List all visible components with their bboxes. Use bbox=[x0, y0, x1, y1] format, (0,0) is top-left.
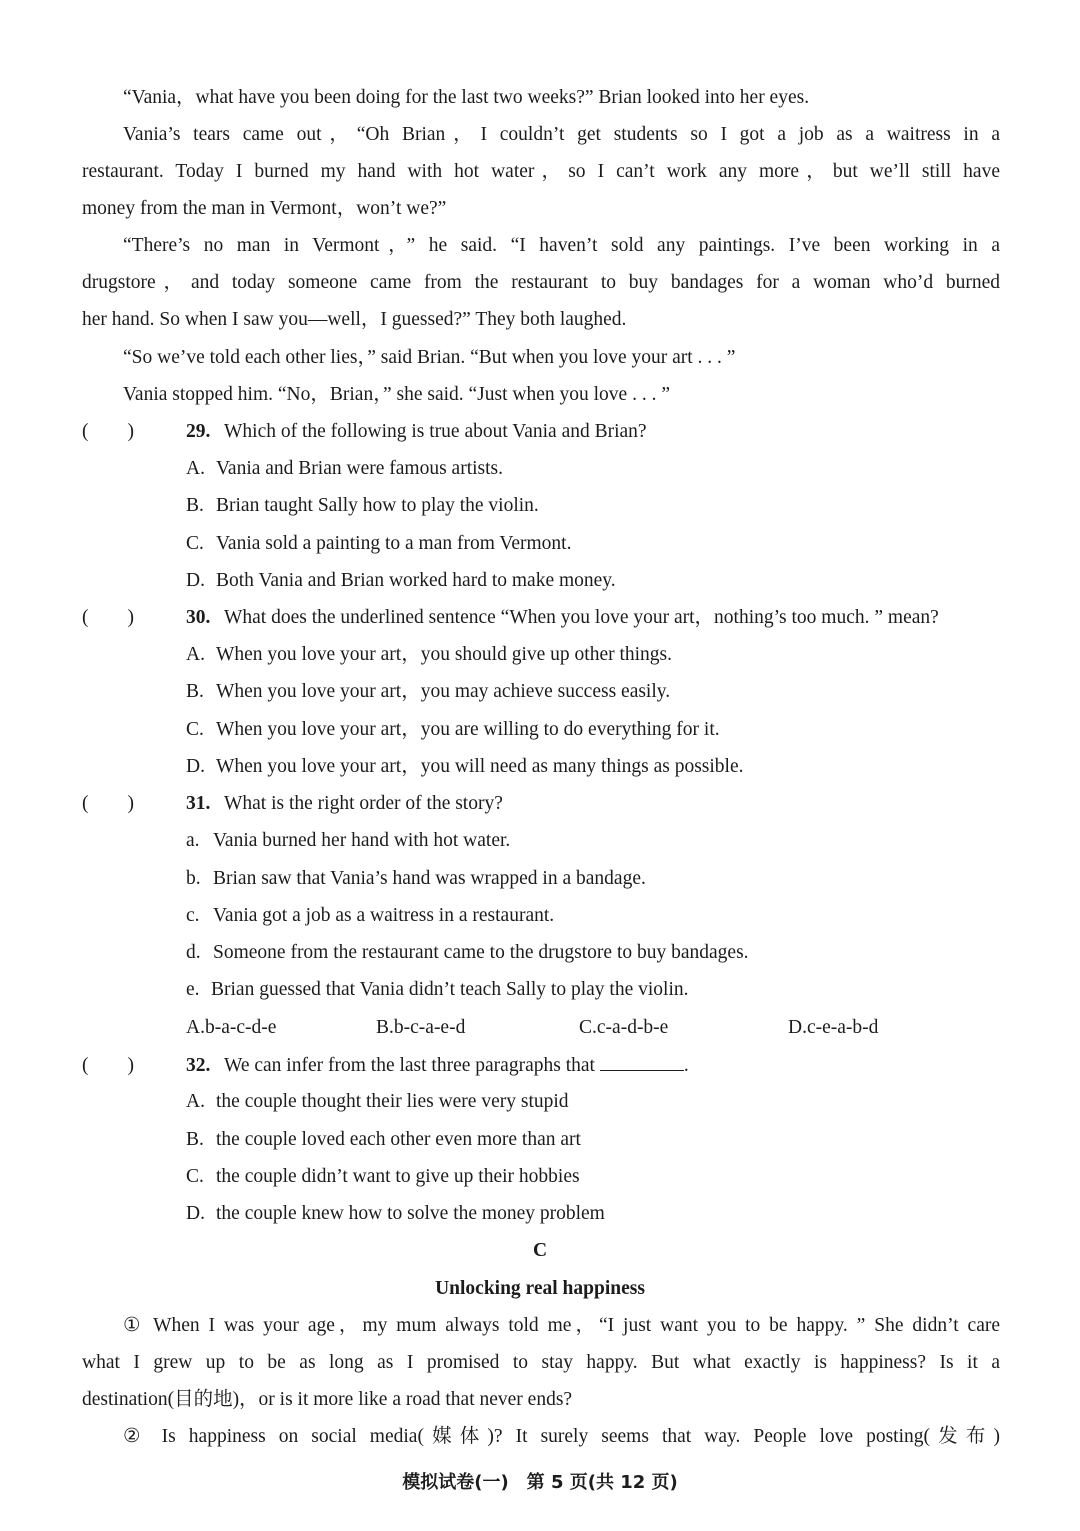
option-text: the couple knew how to solve the money problem bbox=[216, 1203, 605, 1224]
option-29-d bbox=[186, 568, 616, 594]
answer-bracket[interactable]: ( ) bbox=[82, 793, 134, 814]
question-29 bbox=[82, 419, 1000, 445]
event-letter: c. bbox=[186, 905, 200, 926]
option-letter: D. bbox=[186, 1203, 205, 1224]
question-32 bbox=[82, 1052, 1000, 1079]
event-text: Someone from the restaurant came to the drugstore to buy bandages. bbox=[213, 942, 749, 963]
option-letter: B. bbox=[186, 681, 204, 702]
option-text: b-c-a-e-d bbox=[393, 1017, 466, 1038]
option-letter: C. bbox=[186, 533, 204, 554]
option-30-b bbox=[186, 679, 670, 705]
event-text: Vania burned her hand with hot water. bbox=[213, 830, 511, 851]
event-letter: a. bbox=[186, 830, 200, 851]
page-footer: 模拟试卷(一) 第 5 页(共 12 页) bbox=[402, 1472, 678, 1493]
section-letter: C bbox=[532, 1240, 548, 1261]
option-text: the couple didn’t want to give up their hobbies bbox=[216, 1166, 580, 1187]
option-29-c bbox=[186, 531, 571, 557]
option-letter: A. bbox=[186, 1017, 205, 1038]
event-letter: d. bbox=[186, 942, 201, 963]
passage-b-line-5: “There’s no man in Vermont，” he said. “I haven’t sold any paintings. I’ve been working in a bbox=[123, 235, 1000, 256]
passage-title: Unlocking real happiness bbox=[435, 1278, 645, 1299]
option-letter: C. bbox=[186, 1166, 204, 1187]
option-31-a bbox=[186, 1015, 276, 1041]
question-number: 29. bbox=[186, 421, 211, 442]
passage-b-line-1: “Vania，what have you been doing for the last two weeks?” Brian looked into her eyes. bbox=[123, 87, 810, 108]
option-letter: B. bbox=[376, 1017, 394, 1038]
passage-b-line-6: drugstore，and today someone came from the restaurant to buy bandages for a woman who’d burned bbox=[82, 272, 1000, 293]
option-30-a bbox=[186, 642, 672, 668]
option-letter: B. bbox=[186, 495, 204, 516]
option-29-b bbox=[186, 493, 539, 519]
passage-c-line-3: destination(目的地)，or is it more like a road that never ends? bbox=[82, 1389, 573, 1410]
question-number: 30. bbox=[186, 607, 211, 628]
option-32-c bbox=[186, 1164, 580, 1190]
option-text: b-a-c-d-e bbox=[204, 1017, 277, 1038]
option-letter: D. bbox=[186, 756, 205, 777]
question-stem: What is the right order of the story? bbox=[224, 793, 503, 814]
option-32-b bbox=[186, 1127, 581, 1153]
event-text: Vania got a job as a waitress in a restaurant. bbox=[213, 905, 555, 926]
option-letter: A. bbox=[186, 644, 205, 665]
question-stem: What does the underlined sentence “When you love your art，nothing’s too much. ” mean? bbox=[224, 607, 939, 628]
answer-blank[interactable] bbox=[600, 1052, 684, 1071]
event-text: Brian saw that Vania’s hand was wrapped in a bandage. bbox=[213, 868, 646, 889]
option-30-d bbox=[186, 754, 744, 780]
event-b bbox=[186, 866, 646, 892]
event-d bbox=[186, 940, 749, 966]
option-text: c-a-d-b-e bbox=[596, 1017, 669, 1038]
question-number: 32. bbox=[186, 1055, 211, 1076]
passage-c-line-4: ② Is happiness on social media(媒体)? It surely seems that way. People love posting(发布) bbox=[123, 1426, 1000, 1447]
option-letter: C. bbox=[186, 719, 204, 740]
event-letter: b. bbox=[186, 868, 201, 889]
passage-b-line-7: her hand. So when I saw you—well，I guessed?” They both laughed. bbox=[82, 309, 627, 330]
option-32-d bbox=[186, 1201, 605, 1227]
option-text: When you love your art，you should give up other things. bbox=[216, 644, 673, 665]
option-text: c-e-a-b-d bbox=[806, 1017, 879, 1038]
option-31-b bbox=[376, 1015, 465, 1041]
option-letter: A. bbox=[186, 458, 205, 479]
event-text: Brian guessed that Vania didn’t teach Sally to play the violin. bbox=[211, 979, 689, 1000]
question-stem: Which of the following is true about Vania and Brian? bbox=[224, 421, 647, 442]
option-text: When you love your art，you may achieve success easily. bbox=[216, 681, 671, 702]
stem-period: . bbox=[683, 1055, 689, 1076]
option-text: When you love your art，you are willing to do everything for it. bbox=[216, 719, 720, 740]
answer-bracket[interactable]: ( ) bbox=[82, 607, 134, 628]
passage-b-line-8: “So we’ve told each other lies，” said Brian. “But when you love your art . . . ” bbox=[123, 347, 736, 368]
option-32-a bbox=[186, 1089, 569, 1115]
option-text: the couple loved each other even more than art bbox=[216, 1129, 581, 1150]
passage-b-line-2: Vania’s tears came out，“Oh Brian，I couldn’t get students so I got a job as a waitress in a bbox=[123, 124, 1000, 145]
option-letter: B. bbox=[186, 1129, 204, 1150]
passage-c-line-2: what I grew up to be as long as I promised to stay happy. But what exactly is happiness? Is it a bbox=[82, 1352, 1000, 1373]
option-text: Brian taught Sally how to play the violin. bbox=[216, 495, 539, 516]
event-e bbox=[186, 977, 688, 1003]
answer-bracket[interactable]: ( ) bbox=[82, 1055, 134, 1076]
option-31-d bbox=[788, 1015, 878, 1041]
option-letter: A. bbox=[186, 1091, 205, 1112]
event-letter: e. bbox=[186, 979, 200, 1000]
option-text: Both Vania and Brian worked hard to make money. bbox=[216, 570, 616, 591]
passage-c-line-1: ① When I was your age，my mum always told me，“I just want you to be happy. ” She didn’t care bbox=[123, 1315, 1000, 1336]
option-text: When you love your art，you will need as many things as possible. bbox=[216, 756, 744, 777]
option-29-a bbox=[186, 456, 503, 482]
question-stem: We can infer from the last three paragraphs that bbox=[224, 1055, 595, 1076]
event-a bbox=[186, 828, 510, 854]
answer-bracket[interactable]: ( ) bbox=[82, 421, 134, 442]
option-text: the couple thought their lies were very stupid bbox=[216, 1091, 569, 1112]
passage-b-line-4: money from the man in Vermont，won’t we?” bbox=[82, 198, 447, 219]
passage-b-line-9: Vania stopped him. “No，Brian，” she said. “Just when you love . . . ” bbox=[123, 384, 670, 405]
option-31-c bbox=[579, 1015, 668, 1041]
event-c bbox=[186, 903, 554, 929]
option-text: Vania and Brian were famous artists. bbox=[216, 458, 503, 479]
question-30 bbox=[82, 605, 1000, 631]
question-number: 31. bbox=[186, 793, 211, 814]
option-text: Vania sold a painting to a man from Vermont. bbox=[216, 533, 572, 554]
option-letter: D. bbox=[788, 1017, 807, 1038]
question-31 bbox=[82, 791, 1000, 817]
option-letter: D. bbox=[186, 570, 205, 591]
option-letter: C. bbox=[579, 1017, 597, 1038]
option-30-c bbox=[186, 717, 720, 743]
passage-b-line-3: restaurant. Today I burned my hand with hot water，so I can’t work any more，but we’ll still have bbox=[82, 161, 1000, 182]
